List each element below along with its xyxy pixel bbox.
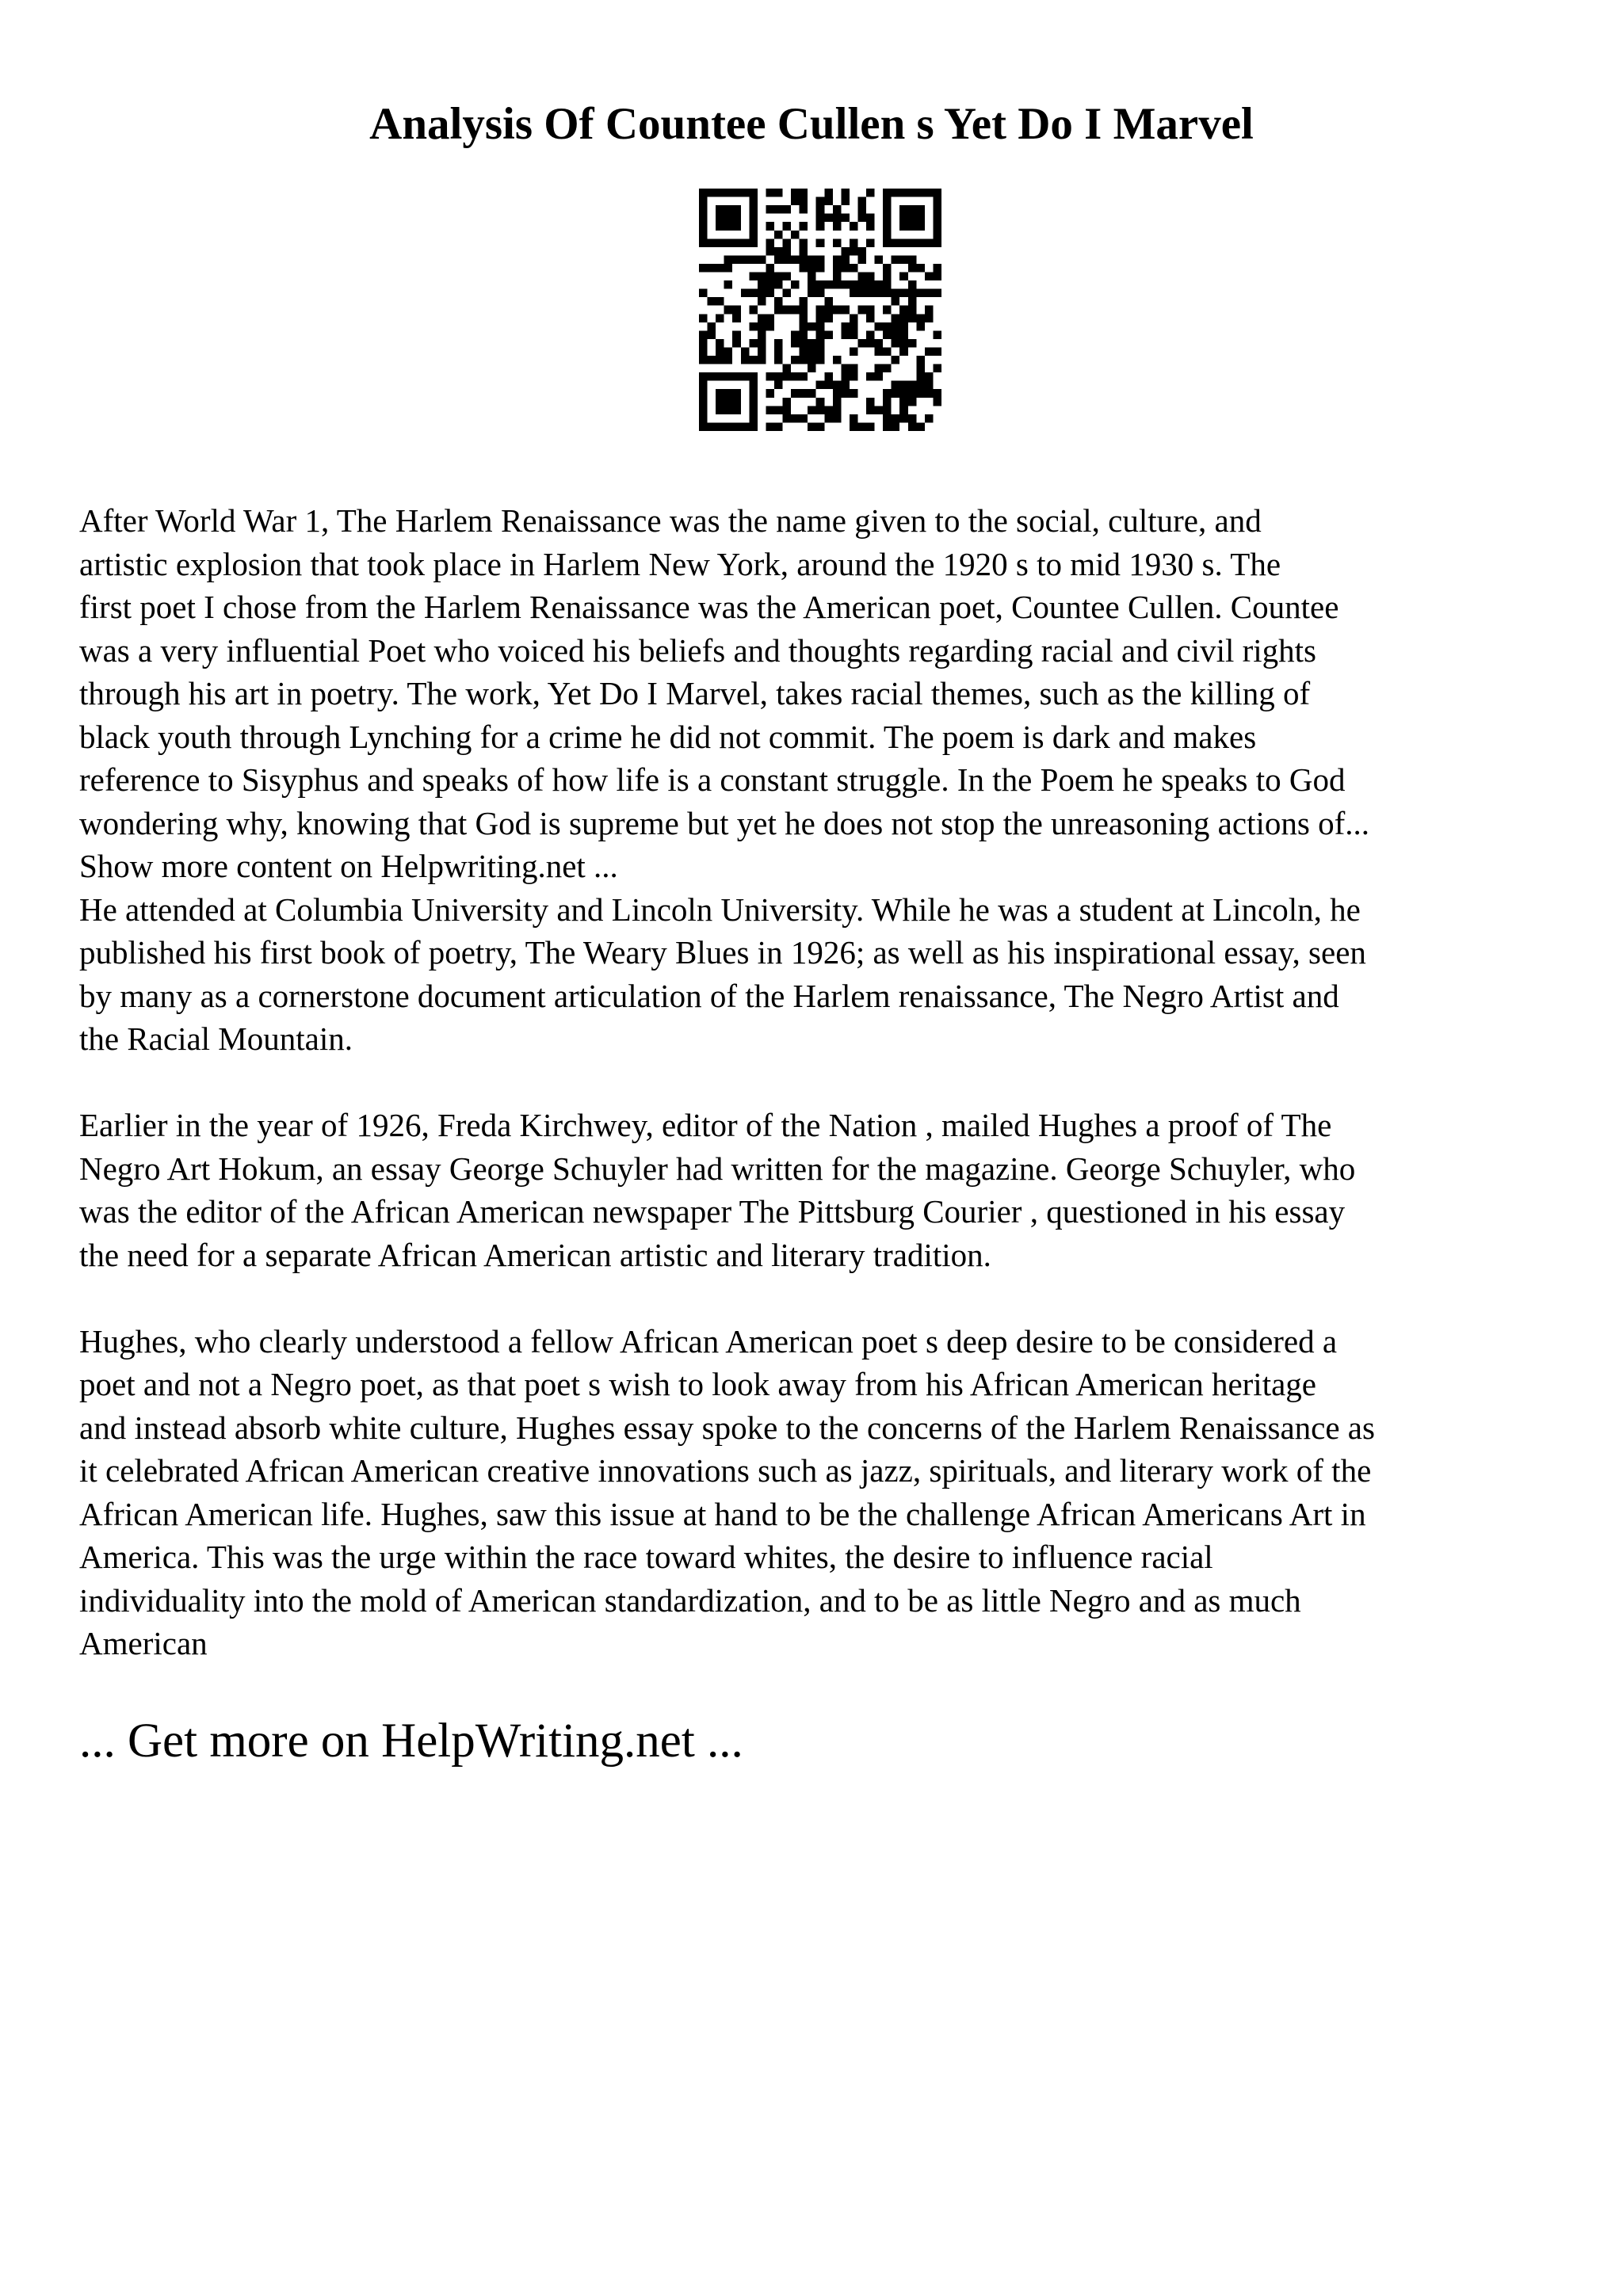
paragraph-2 — [79, 888, 1569, 1061]
text-line: individuality into the mold of American standardization, and to be as little Negro and as much — [79, 1581, 1301, 1619]
text-line: African American life. Hughes, saw this issue at hand to be the challenge African Americans Art in — [79, 1495, 1366, 1532]
get-more-link[interactable]: ... Get more on HelpWriting.net ... — [79, 1714, 743, 1768]
text-line: by many as a cornerstone document articulation of the Harlem renaissance, The Negro Artist and — [79, 977, 1339, 1014]
qr-code-icon[interactable] — [699, 189, 941, 431]
text-line: black youth through Lynching for a crime he did not commit. The poem is dark and makes — [79, 718, 1257, 755]
text-line: Negro Art Hokum, an essay George Schuyler had written for the magazine. George Schuyler, who — [79, 1150, 1356, 1187]
text-line: America. This was the urge within the race toward whites, the desire to influence racial — [79, 1539, 1213, 1575]
paragraph-4 — [79, 1320, 1569, 1665]
paragraph-gap — [79, 1061, 1569, 1104]
paragraph-gap — [79, 1276, 1569, 1320]
text-line: American — [79, 1625, 208, 1661]
text-line: first poet I chose from the Harlem Renaissance was the American poet, Countee Cullen. Countee — [79, 589, 1339, 625]
text-line: artistic explosion that took place in Harlem New York, around the 1920 s to mid 1930 s. The — [79, 545, 1281, 582]
text-line: Hughes, who clearly understood a fellow African American poet s deep desire to be considered a — [79, 1322, 1338, 1360]
text-line: Earlier in the year of 1926, Freda Kirchwey, editor of the Nation , mailed Hughes a proof of The — [79, 1107, 1332, 1143]
paragraph-3 — [79, 1104, 1569, 1276]
text-line: was the editor of the African American newspaper The Pittsburg Courier , questioned in his essay — [79, 1193, 1346, 1230]
text-line: it celebrated African American creative innovations such as jazz, spirituals, and literary work of the — [79, 1452, 1372, 1489]
text-line: and instead absorb white culture, Hughes essay spoke to the concerns of the Harlem Renaissance as — [79, 1409, 1375, 1446]
text-line: through his art in poetry. The work, Yet Do I Marvel, takes racial themes, such as the killing of — [79, 675, 1311, 711]
paragraph-1 — [79, 499, 1569, 888]
text-line: published his first book of poetry, The Weary Blues in 1926; as well as his inspirational essay, seen — [79, 934, 1366, 971]
show-more-link[interactable]: Show more content on Helpwriting.net ... — [79, 848, 618, 884]
text-line: the need for a separate African American artistic and literary tradition. — [79, 1236, 991, 1273]
text-line: reference to Sisyphus and speaks of how life is a constant struggle. In the Poem he speaks to God — [79, 761, 1346, 798]
text-line: was a very influential Poet who voiced his beliefs and thoughts regarding racial and civil rights — [79, 631, 1317, 669]
document-title: Analysis Of Countee Cullen s Yet Do I Marvel — [369, 99, 1254, 149]
text-line: After World War 1, The Harlem Renaissance was the name given to the social, culture, and — [79, 502, 1262, 539]
document-body — [79, 499, 1569, 1665]
text-line: poet and not a Negro poet, as that poet s wish to look away from his African American heritage — [79, 1366, 1316, 1402]
text-line: He attended at Columbia University and Lincoln University. While he was a student at Lincoln, he — [79, 891, 1361, 928]
text-line: the Racial Mountain. — [79, 1020, 353, 1057]
text-line: wondering why, knowing that God is supreme but yet he does not stop the unreasoning actions of... — [79, 804, 1369, 841]
